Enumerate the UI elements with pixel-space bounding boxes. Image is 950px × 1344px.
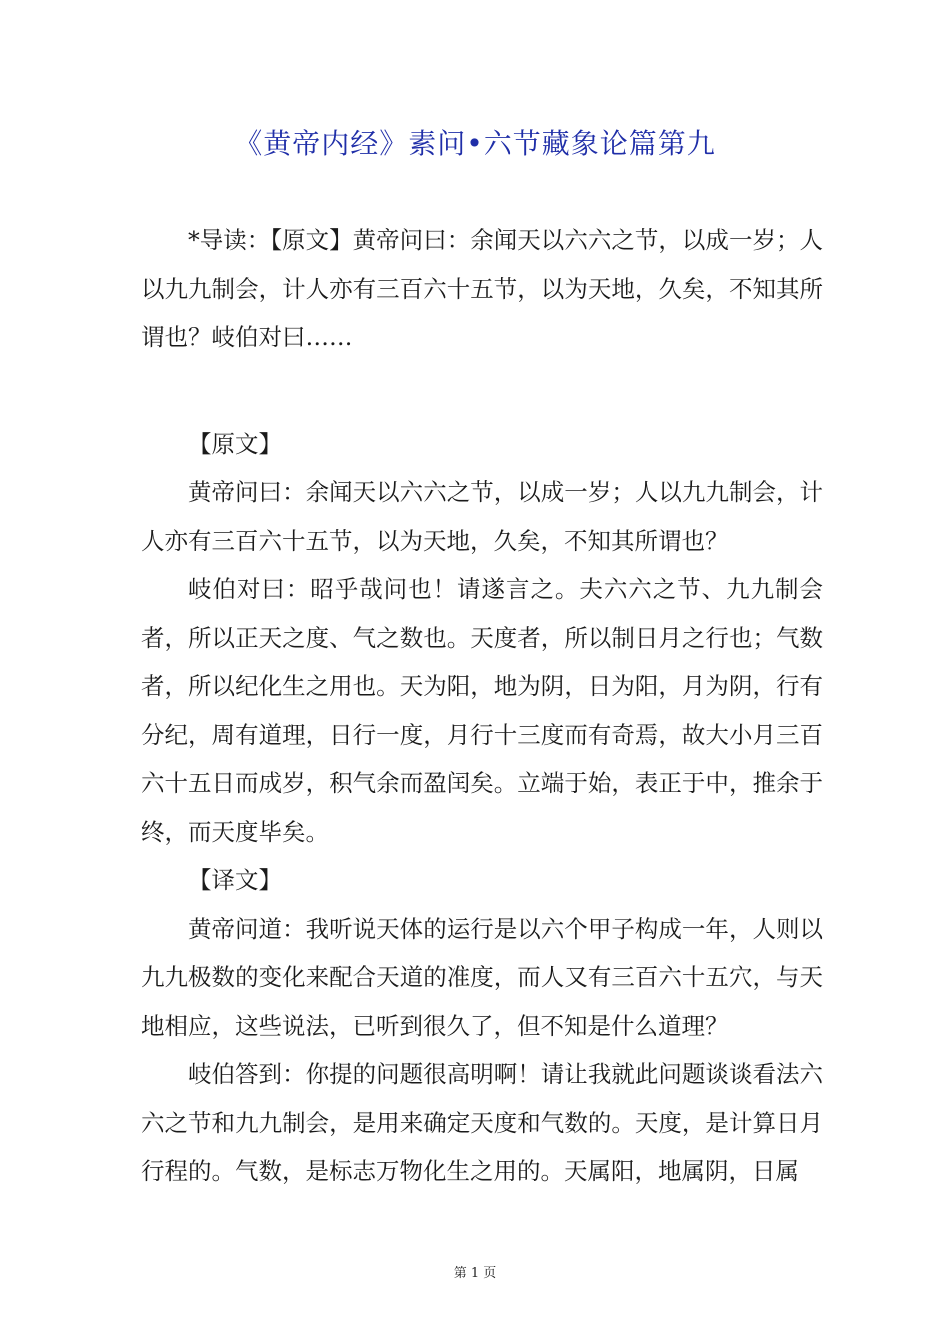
translation-paragraph-1: 黄帝问道：我听说天体的运行是以六个甲子构成一年，人则以九九极数的变化来配合天道的准度，而人又有三百六十五穴，与天地相应，这些说法，已听到很久了，但不知是什么道理？ — [141, 914, 823, 1040]
intro-paragraph: *导读：【原文】黄帝问曰：余闻天以六六之节，以成一岁；人以九九制会，计人亦有三百六十五节，以为天地，久矣，不知其所谓也？岐伯对曰…… — [141, 226, 823, 351]
document-title: 《黄帝内经》素问•六节藏象论篇第九 — [234, 127, 716, 160]
document-body — [141, 216, 823, 1196]
original-paragraph-2: 岐伯对曰：昭乎哉问也！请遂言之。夫六六之节、九九制会者，所以正天之度、气之数也。天度者，所以制日月之行也；气数者，所以纪化生之用也。天为阳，地为阴，日为阳，月为阴，行有分纪，周有道理，日行一度，月行十三度而有奇焉，故大小月三百六十五日而成岁，积气余而盈闰矣。立端于始，表正于中，推余于终，而天度毕矣。 — [141, 575, 823, 846]
spacer — [141, 410, 823, 420]
original-heading: 【原文】 — [188, 429, 282, 458]
translation-heading: 【译文】 — [188, 866, 282, 894]
original-paragraph-1: 黄帝问曰：余闻天以六六之节，以成一岁；人以九九制会，计人亦有三百六十五节，以为天地，久矣，不知其所谓也？ — [141, 478, 823, 555]
translation-paragraph-2: 岐伯答到：你提的问题很高明啊！请让我就此问题谈谈看法六六之节和九九制会，是用来确定天度和气数的。天度，是计算日月行程的。气数，是标志万物化生之用的。天属阳，地属阴，日属 — [141, 1060, 823, 1185]
spacer — [141, 362, 823, 410]
page-number: 第 1 页 — [453, 1266, 497, 1281]
